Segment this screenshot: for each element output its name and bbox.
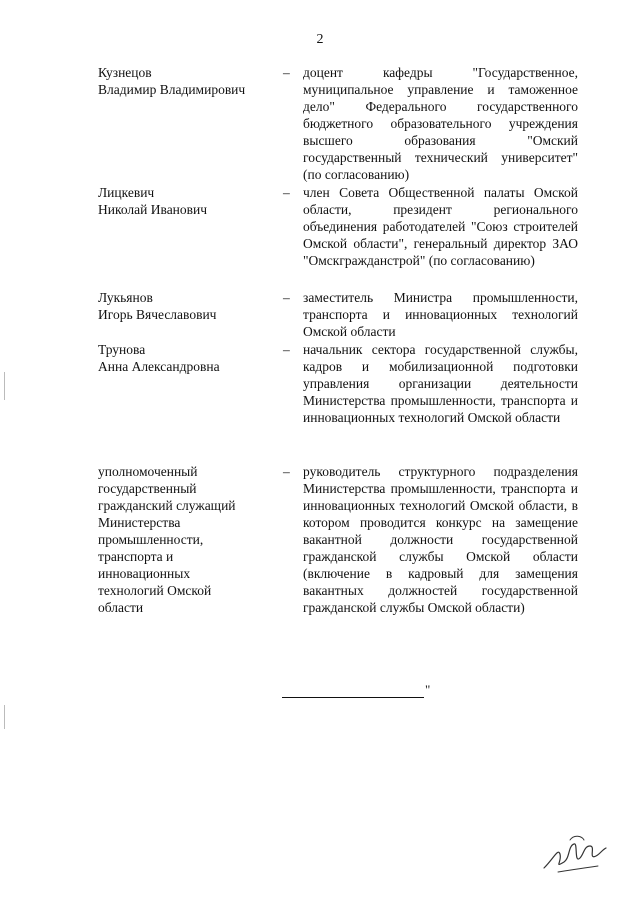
member-name: Лицкевич Николай Иванович: [98, 185, 208, 217]
dash-separator: –: [283, 342, 290, 357]
dash-separator: –: [283, 464, 290, 479]
margin-mark: [4, 372, 5, 400]
dash-separator: –: [283, 185, 290, 200]
member-name: Лукьянов Игорь Вячеславович: [98, 290, 217, 322]
member-position: заместитель Министра промышленности, транспорта и инновационных технологий Омской области: [303, 290, 578, 339]
signature-icon: [540, 828, 610, 878]
member-position: доцент кафедры "Государственное, муниципальное управление и таможенное дело" Федерального государственного бюджетного образовательного учреждения высшего образования "Омский государственный технический университет" (по согласованию): [303, 65, 578, 182]
closing-line: [282, 680, 424, 698]
margin-mark: [4, 705, 5, 729]
member-name: Кузнецов Владимир Владимирович: [98, 65, 246, 97]
closing-quote: ": [425, 682, 431, 697]
member-position: начальник сектора государственной службы, кадров и мобилизационной подготовки управления организации деятельности Министерства промышленности, транспорта и инновационных технологий Омской области: [303, 342, 578, 425]
member-position: член Совета Общественной палаты Омской области, президент регионального объединения работодателей "Союз строителей Омской области", генеральный директор ЗАО "Омскгражданстрой" (по согласованию): [303, 185, 578, 268]
member-name: уполномоченный государственный гражданский служащий Министерства промышленности, транспорта и инновационных технологий Омской области: [98, 464, 236, 615]
dash-separator: –: [283, 290, 290, 305]
page-number: 2: [316, 32, 324, 47]
member-name: Трунова Анна Александровна: [98, 342, 220, 374]
member-position: руководитель структурного подразделения Министерства промышленности, транспорта и инновационных технологий Омской области, в котором проводится конкурс на замещение вакантной должности государственной гражданской службы Омской области (включение в кадровый для замещения вакантных должностей государственной гражданской службы Омской области): [303, 464, 578, 615]
dash-separator: –: [283, 65, 290, 80]
